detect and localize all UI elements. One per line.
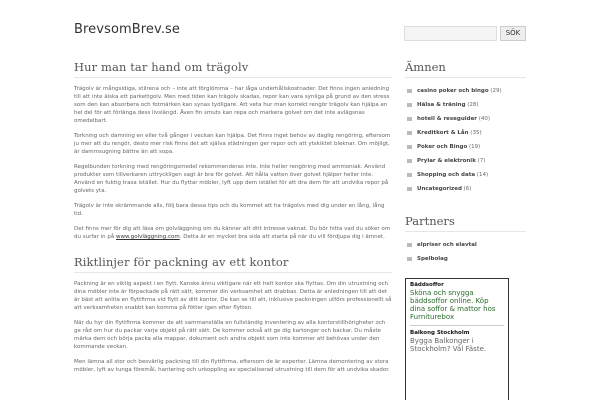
ad-text[interactable]: Sköna och snygga bäddsoffor online. Köp dina soffor & mattor hos Furniturebox	[410, 289, 496, 321]
post-paragraph: Trägolv är inte skrämmande alls, följ bara dessa tips och du kommet att ha trägolvs med dig under en lång, lång tid.	[74, 203, 385, 217]
bullet-square-icon	[407, 89, 412, 93]
partner-list	[405, 238, 526, 266]
bullet-square-icon	[407, 173, 412, 177]
categories-title: Ämnen	[405, 60, 526, 78]
category-name[interactable]: Uncategorized	[417, 186, 462, 192]
bullet-square-icon	[407, 159, 412, 163]
site-header	[74, 20, 526, 50]
partner-item[interactable]	[405, 238, 526, 252]
category-count: (7)	[477, 158, 486, 164]
category-item[interactable]	[405, 98, 526, 112]
post-paragraph: Torkning och damning en eller två gånger i veckan kan hjälpa. Det finns inget behov av daglig rengöring, eftersom ju mer att du rengör, desto mer risk finns det att själva städningen ger repor och att ytskiktet bleknar. Om möjligt, är dammsugning bättre än att sopa.	[74, 133, 391, 155]
category-item[interactable]	[405, 126, 526, 140]
category-item[interactable]	[405, 112, 526, 126]
category-count: (19)	[469, 144, 481, 150]
post-paragraph: Packning är en viktig aspekt i en flytt. Kanske ännu viktigare när ett helt kontor ska flyttas. Om din utrustning och dina möbler inte är förpackade på rätt sätt, kommer din verksamhet att drabbas. Detta är anledningen till att det är bäst att anlita en flyttfirma vid flytt av ditt kontor. De kan se till att, inklusive packningen utförs professionellt så att verksamheten snabbt kan komma på fötter igen efter flytten.	[74, 281, 392, 311]
category-name[interactable]: Shopping och data	[417, 172, 476, 178]
bullet-square-icon	[407, 187, 412, 191]
category-list	[405, 84, 526, 196]
partner-item[interactable]	[405, 252, 526, 266]
partner-name[interactable]: elpriser och elavtal	[417, 242, 477, 248]
bullet-square-icon	[407, 103, 412, 107]
ad-text[interactable]: Bygga Balkonger i Stockholm? Väl Fäste.	[410, 337, 487, 353]
search-button[interactable]: SÖK	[500, 26, 526, 41]
ad-box	[405, 278, 509, 400]
bullet-square-icon	[407, 131, 412, 135]
category-name[interactable]: casino poker och bingo	[417, 88, 489, 94]
sidebar	[405, 60, 526, 400]
category-name[interactable]: Prylar & elektronik	[417, 158, 476, 164]
bullet-square-icon	[407, 145, 412, 149]
site-title[interactable]: BrevsomBrev.se	[74, 22, 181, 37]
partners-title: Partners	[405, 214, 526, 232]
main-content	[74, 60, 392, 400]
category-item[interactable]	[405, 154, 526, 168]
category-count: (29)	[490, 88, 502, 94]
post-title[interactable]: Hur man tar hand om trägolv	[74, 60, 392, 78]
post-text: Det finns mer för dig att läsa om golvläggning om du känner att ditt intresse vaknat. Du bör hitta vad du söker om du surfar in på	[74, 226, 391, 240]
ad-frame	[410, 282, 504, 400]
category-item[interactable]	[405, 182, 526, 196]
post-paragraph	[74, 225, 392, 241]
category-name[interactable]: Poker och Bingo	[417, 144, 468, 150]
partner-name[interactable]: Spelbolag	[417, 256, 448, 262]
category-count: (28)	[467, 102, 479, 108]
category-count: (14)	[476, 172, 489, 178]
search-input[interactable]	[404, 26, 497, 41]
category-count: (40)	[478, 116, 491, 122]
category-name[interactable]: hotell & reseguider	[417, 116, 478, 122]
ad-title[interactable]: Bäddsoffor	[410, 282, 444, 288]
ad-title[interactable]: Balkong Stockholm	[410, 330, 470, 336]
post	[74, 255, 392, 374]
bullet-square-icon	[407, 257, 412, 261]
post-paragraph: Men lämna all stor och besvärlig packning till din flyttfirma, eftersom de är experter. Lämna demontering av stora möbler, lyft av tunga föremål, hantering och urkoppling av specialiserad utrustning till dem för att undvika skador.	[74, 359, 390, 373]
category-count: (35)	[470, 130, 482, 136]
category-item[interactable]	[405, 140, 526, 154]
post-paragraph: När du hyr din flyttfirma kommer de att sammanställa en fullständig inventering av alla kontorstillhörigheter och ge råd om hur du packar varje objekt på rätt sätt. De kommer också att ge dig kartonger och backar. Du måste märka dem och börja packa alla mappar, dokument och andra objekt som inte kommer att behövas under den kommande veckan.	[74, 320, 386, 350]
category-name[interactable]: Hälsa & träning	[417, 102, 466, 108]
post-text: . Detta är en mycket bra sida att starta på när du vill fördjupa dig i ämnet.	[179, 234, 385, 240]
bullet-square-icon	[407, 117, 412, 121]
category-name[interactable]: Kreditkort & Lån	[417, 130, 469, 136]
post	[74, 60, 392, 241]
post-paragraph: Regelbunden torkning med rengöringsmedel rekommenderas inte. Inte heller rengöring med ammoniak. Använd produkter som tillverkaren uttryckligen sagt är bra för golvet. Att hålla vatten över golvet hjälper heller inte. Använd en fuktig trasa istället. Hur du flyttar möbler, lyft upp dem istället för att dra dem för att undvika repor på golvets yta.	[74, 164, 389, 194]
category-item[interactable]	[405, 84, 526, 98]
category-count: (6)	[463, 186, 472, 192]
post-paragraph: Trägolv är mångsidiga, stilrena och – inte att förglömma – har låga underhållskostnader. Det finns ingen anledning till att inte älska ett parkettgolv. Men med tiden kan trägolv skadas, repor kan vara synliga på grund av den stress som den kan absorbera och fotmärken kan synas tydligare. Att veta hur man korrekt rengör trägolv kan hjälpa en hel del för att förlänga dess livslängd. Även fin smuts kan repa och markera golvet om det inte avlägsnas omedelbart.	[74, 86, 390, 124]
ad-divider	[410, 325, 504, 326]
golvlaggning-link[interactable]: www.golvläggning.com	[116, 234, 180, 240]
post-title[interactable]: Riktlinjer för packning av ett kontor	[74, 255, 392, 273]
bullet-square-icon	[407, 243, 412, 247]
category-item[interactable]	[405, 168, 526, 182]
